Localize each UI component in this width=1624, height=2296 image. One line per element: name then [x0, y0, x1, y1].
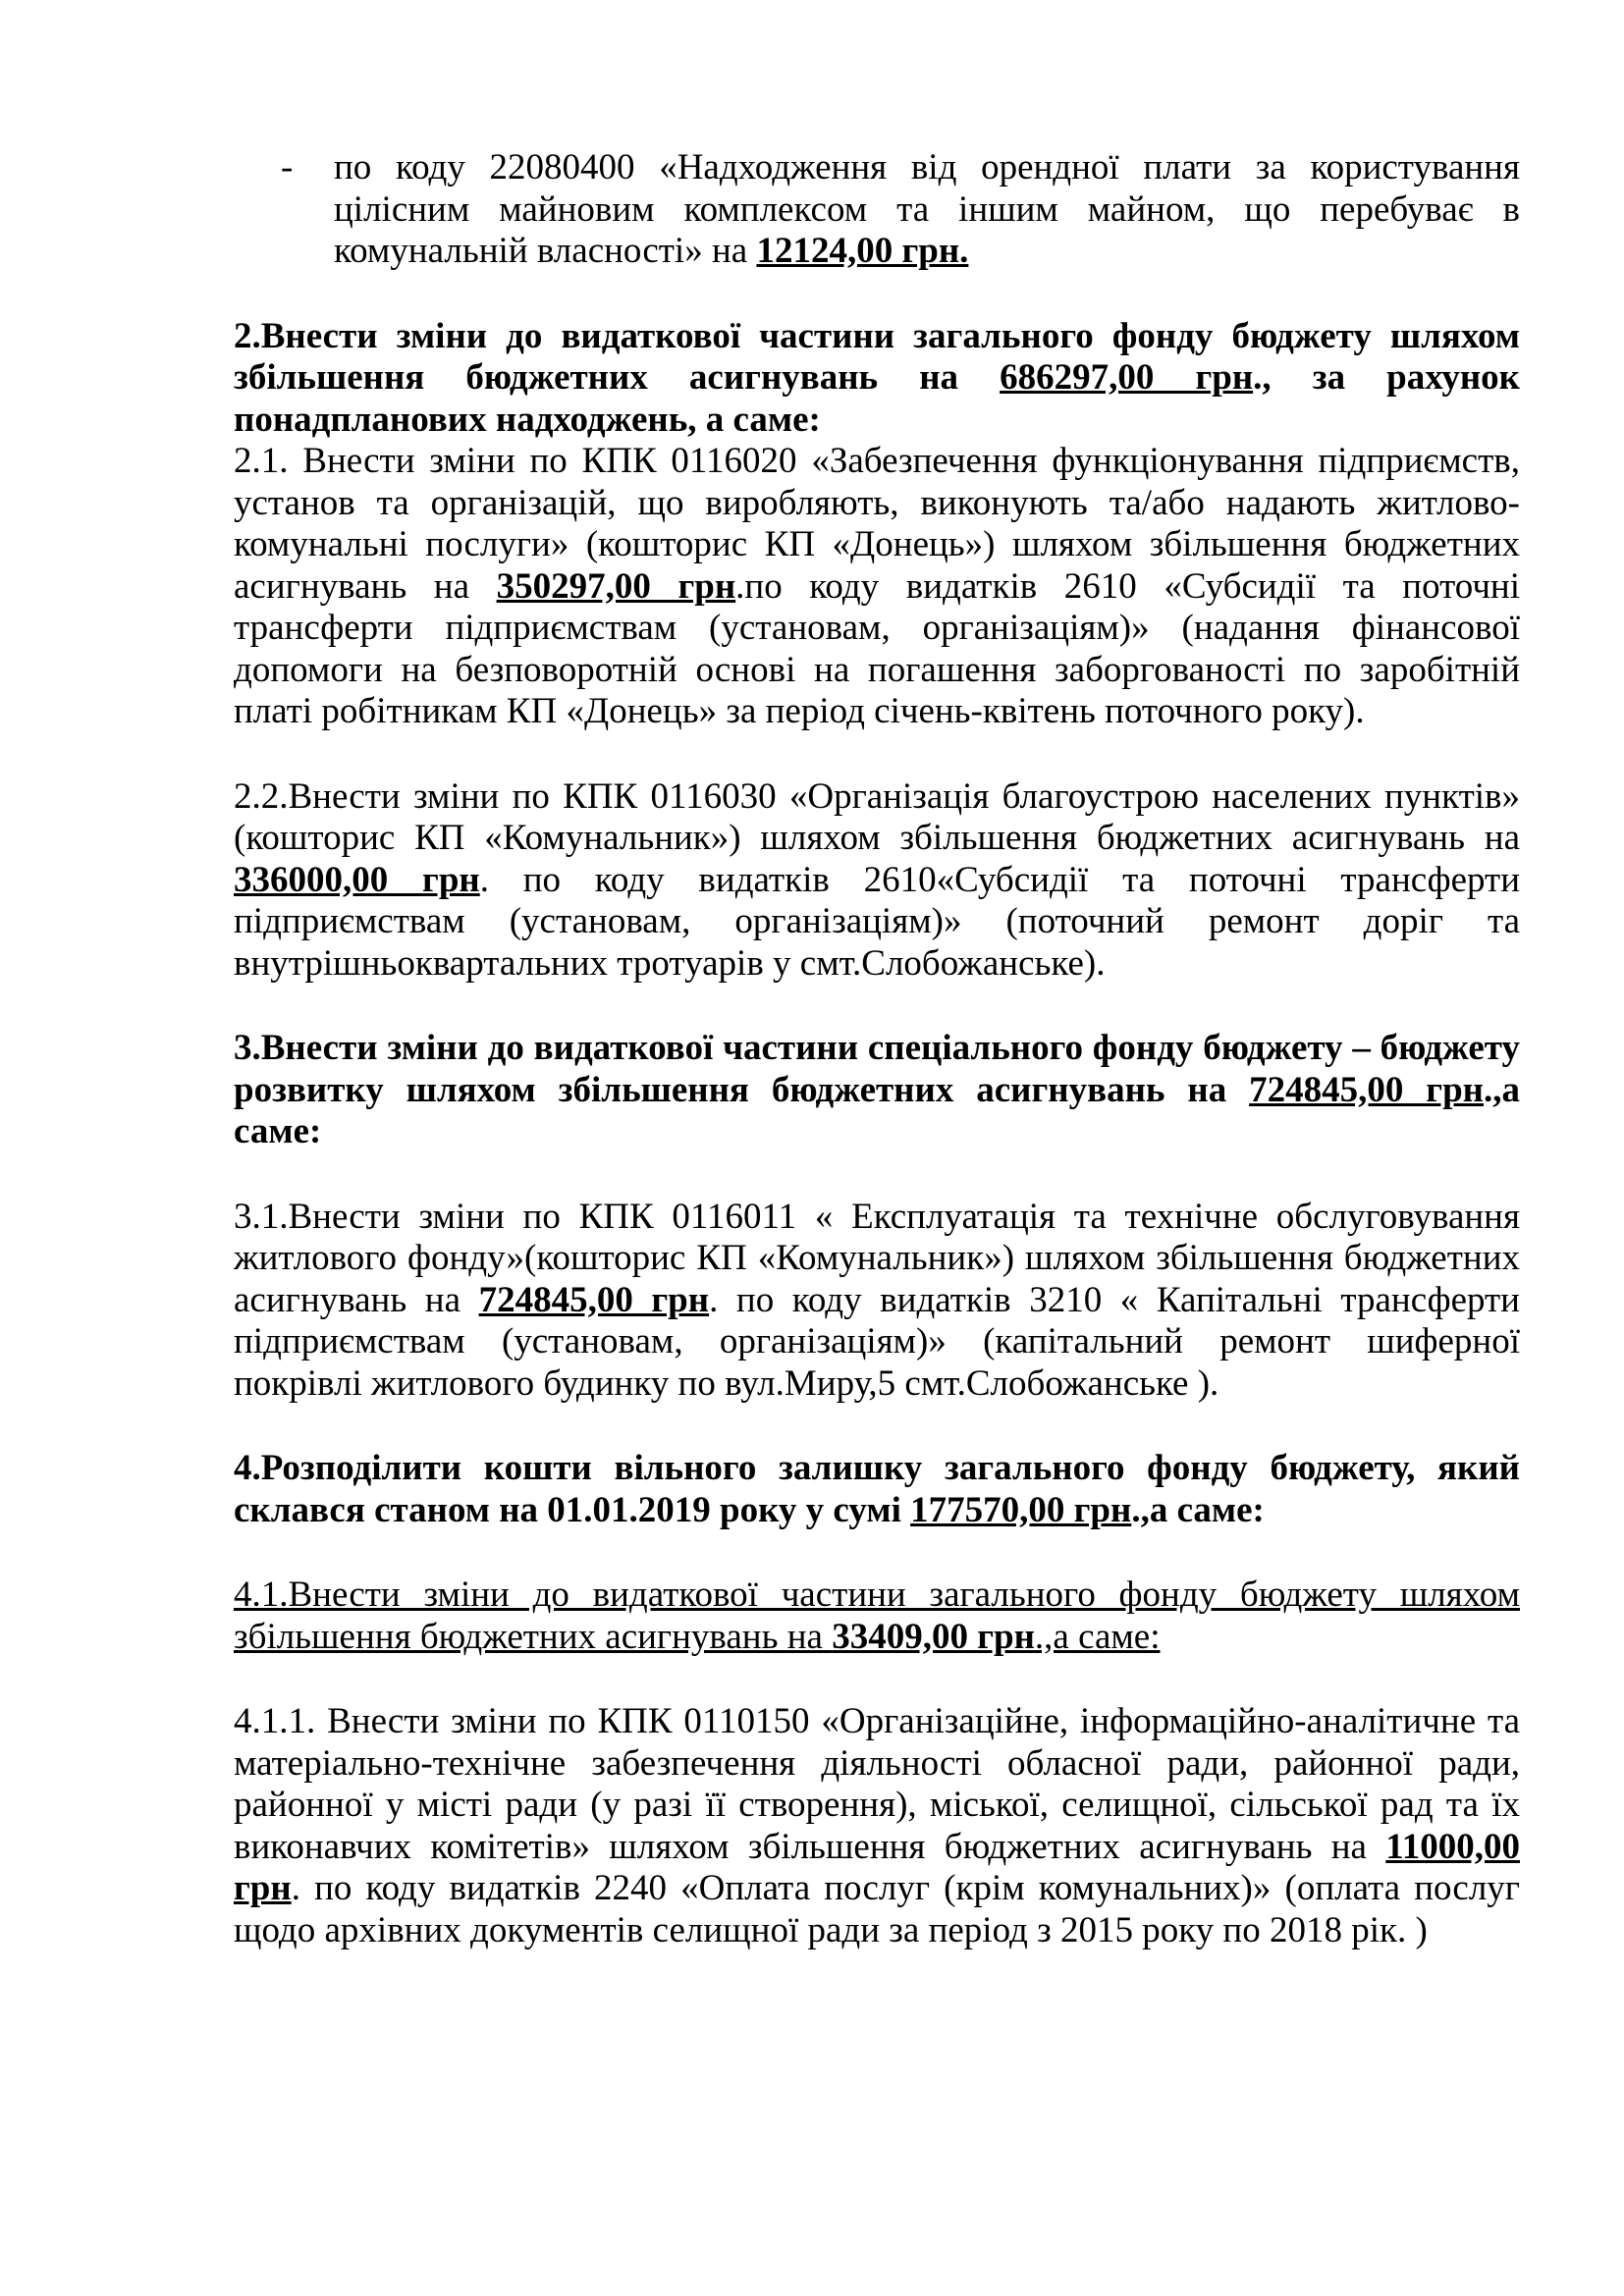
list-item-rent-income — [234, 147, 1520, 273]
paragraph-text: 2.1. Внести зміни по КПК 0116020 «Забезпечення функціонування підприємств, установ та організацій, що виробляють, виконують та/або надають житлово-комунальні послуги» (кошторис КП «Донець») шляхом збільшення бюджетних асигнувань на — [234, 441, 1520, 607]
paragraph-amount: 350297,00 грн — [496, 565, 736, 607]
spacer — [234, 733, 1520, 776]
paragraph-4-1-1 — [234, 1701, 1520, 1951]
section-2-heading — [234, 316, 1520, 442]
paragraph-3-1 — [234, 1197, 1520, 1406]
spacer — [234, 985, 1520, 1028]
paragraph-2-2 — [234, 776, 1520, 986]
subheading-text-tail: .,а саме: — [1034, 1616, 1161, 1657]
paragraph-text-tail: . по коду видатків 2610«Субсидії та поточні трансферти підприємствам (установам, організаціям)» (поточний ремонт доріг та внутрішньоквартальних тротуарів у смт.Слобожанське). — [234, 859, 1520, 984]
paragraph-text: 2.2.Внести зміни по КПК 0116030 «Організація благоустрою населених пунктів» (кошторис КП «Комунальник») шляхом збільшення бюджетних асигнувань на — [234, 775, 1520, 858]
spacer — [234, 1153, 1520, 1197]
document-page — [234, 147, 1520, 1951]
dash-marker: - — [281, 147, 294, 187]
paragraph-amount: 336000,00 грн — [234, 859, 480, 900]
paragraph-2-1 — [234, 441, 1520, 733]
item-amount: 12124,00 грн. — [756, 231, 969, 271]
paragraph-text: 3.1.Внести зміни по КПК 0116011 « Експлуатація та технічне обслуговування житлового фонду»(кошторис КП «Комунальник») шляхом збільшення бюджетних асигнувань на — [234, 1196, 1520, 1320]
heading-amount: 686297,00 грн — [1000, 357, 1254, 398]
item-text: по коду 22080400 «Надходження від орендної плати за користування цілісним майновим комплексом та іншим майном, що перебуває в комунальній власності» на — [334, 147, 1520, 271]
heading-amount: 177570,00 грн — [910, 1489, 1132, 1530]
heading-text-tail: .,а саме: — [234, 1069, 1520, 1151]
paragraph-amount: 724845,00 грн — [478, 1279, 710, 1320]
paragraph-text-tail: .по коду видатків 2610 «Субсидії та поточні трансферти підприємствам (установам, організаціям)» (надання фінансової допомоги на безповоротній основі на погашення заборгованості по заробітній платі робітникам КП «Донець» за період січень-квітень поточного року). — [234, 565, 1521, 731]
heading-text: 2.Внести зміни до видаткової частини загального фонду бюджету шляхом збільшення бюджетних асигнувань на — [234, 315, 1520, 398]
paragraph-text-tail: . по коду видатків 3210 « Капітальні трансферти підприємствам (установам, організаціям)» (капітальний ремонт шиферної покрівлі житлового будинку по вул.Миру,5 смт.Слобожанське ). — [234, 1279, 1520, 1404]
heading-text-tail: .,а саме: — [1131, 1489, 1265, 1530]
subheading-amount: 33409,00 грн — [832, 1616, 1035, 1657]
section-4-heading — [234, 1448, 1520, 1531]
section-3-heading — [234, 1028, 1520, 1153]
subsection-4-1-heading — [234, 1575, 1520, 1658]
spacer — [234, 273, 1520, 316]
spacer — [234, 1405, 1520, 1448]
spacer — [234, 1658, 1520, 1701]
subheading-text: 4.1.Внести зміни до видаткової частини загального фонду бюджету шляхом збільшення бюджетних асигнувань на — [234, 1575, 1520, 1657]
heading-text-tail: ., за рахунок понадпланових надходжень, а саме: — [234, 357, 1520, 440]
spacer — [234, 1531, 1520, 1575]
heading-text: 4.Розподілити кошти вільного залишку загального фонду бюджету, який склався станом на 01.01.2019 року у сумі — [234, 1448, 1520, 1530]
paragraph-text: 4.1.1. Внести зміни по КПК 0110150 «Організаційне, інформаційно-аналітичне та матеріально-технічне забезпечення діяльності обласної ради, районної ради, районної у місті ради (у разі її створення), міської, селищної, сільської рад та їх виконавчих комітетів» шляхом збільшення бюджетних асигнувань на — [234, 1701, 1520, 1867]
heading-amount: 724845,00 грн — [1249, 1069, 1484, 1110]
paragraph-amount: 11000,00 грн — [234, 1826, 1520, 1908]
heading-text: 3.Внести зміни до видаткової частини спеціального фонду бюджету – бюджету розвитку шляхом збільшення бюджетних асигнувань на — [234, 1028, 1520, 1110]
paragraph-text-tail: . по коду видатків 2240 «Оплата послуг (крім комунальних)» (оплата послуг щодо архівних документів селищної ради за період з 2015 року по 2018 рік. ) — [234, 1868, 1520, 1950]
